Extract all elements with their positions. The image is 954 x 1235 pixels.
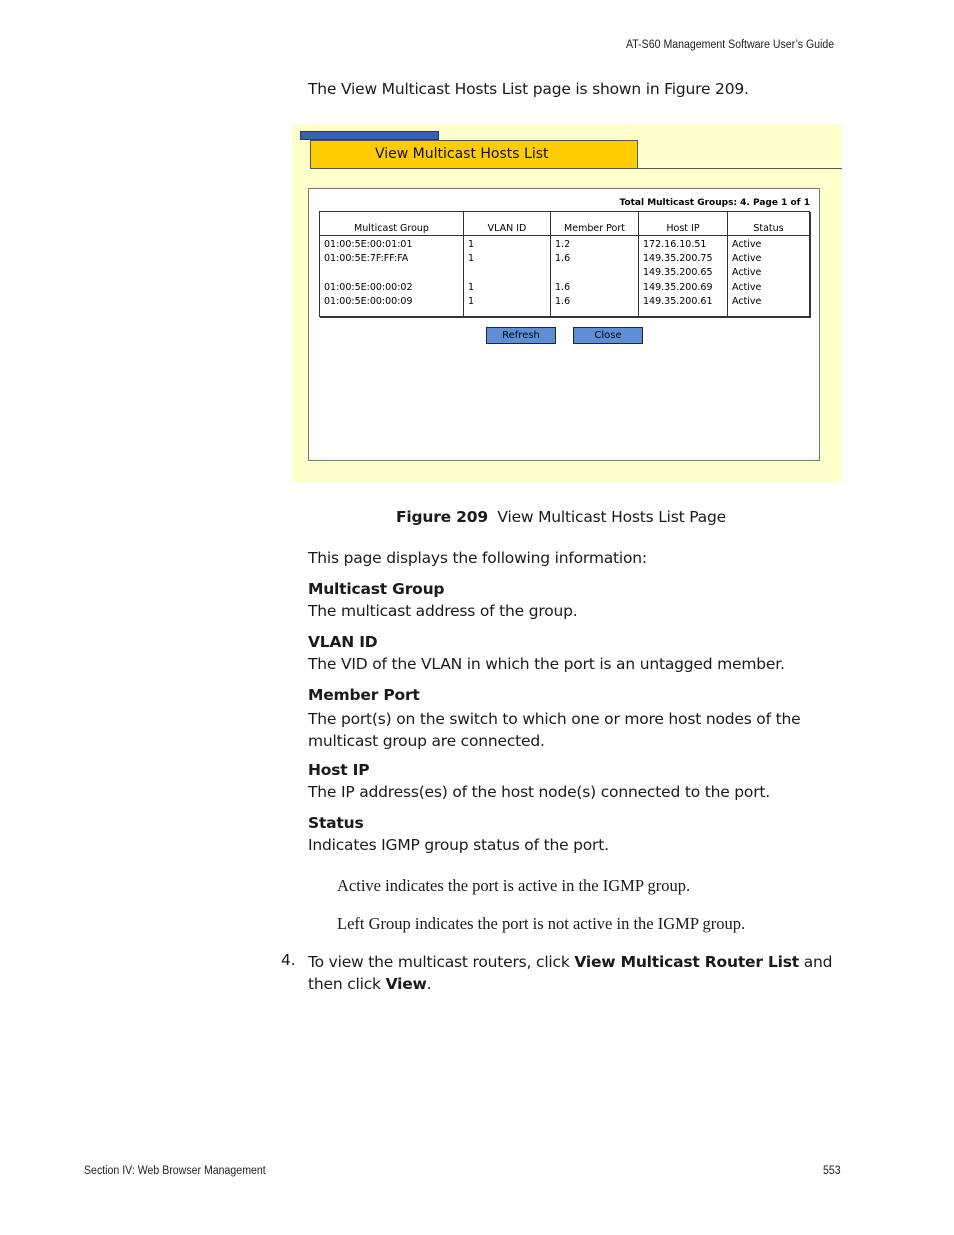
total-groups-summary: Total Multicast Groups: 4. Page 1 of 1 <box>619 198 810 208</box>
tab-strip <box>300 131 439 140</box>
step-text-before: To view the multicast routers, click <box>308 953 575 971</box>
close-button[interactable]: Close <box>573 327 643 344</box>
definition-desc: Indicates IGMP group status of the port. <box>308 836 609 854</box>
running-header: AT-S60 Management Software User’s Guide <box>626 39 835 51</box>
title-underline <box>638 168 842 169</box>
multicast-hosts-table <box>319 211 810 317</box>
screenshot-figure <box>292 124 842 482</box>
refresh-button[interactable]: Refresh <box>486 327 556 344</box>
column-header: Member Port <box>551 212 639 236</box>
definition-term: Member Port <box>308 686 420 704</box>
definition-term: Host IP <box>308 761 370 779</box>
definition-desc: The port(s) on the switch to which one or more host nodes of the multicast group are connected. <box>308 710 801 750</box>
status-note: Left Group indicates the port is not active in the IGMP group. <box>337 914 746 933</box>
definition-term: VLAN ID <box>308 633 378 651</box>
definition-term: Multicast Group <box>308 580 445 598</box>
status-note: Active indicates the port is active in the IGMP group. <box>337 876 691 895</box>
column-header: VLAN ID <box>464 212 551 236</box>
view-multicast-router-list-ref: View Multicast Router List <box>574 953 800 971</box>
step-text-after: . <box>426 975 432 993</box>
definition-desc: The VID of the VLAN in which the port is an untagged member. <box>308 655 785 673</box>
figure-number: Figure 209 <box>396 508 488 526</box>
page-number: 553 <box>823 1165 841 1177</box>
member-port-cell: 1.2 1.6 1.6 1.6 <box>551 236 639 317</box>
figure-caption <box>396 508 726 526</box>
vlan-id-cell: 1 1 1 1 <box>464 236 551 317</box>
definition-desc: The IP address(es) of the host node(s) connected to the port. <box>308 783 770 801</box>
host-ip-cell: 172.16.10.51 149.35.200.75 149.35.200.65 149.35.200.69 149.35.200.61 <box>639 236 728 317</box>
view-ref: View <box>385 975 427 993</box>
intro-text: The View Multicast Hosts List page is shown in Figure 209. <box>308 80 749 98</box>
table-header-row <box>320 212 810 236</box>
page-title-tab: View Multicast Hosts List <box>310 140 638 169</box>
figure-title: View Multicast Hosts List Page <box>497 508 726 526</box>
step-text <box>308 951 838 995</box>
column-header: Host IP <box>639 212 728 236</box>
definition-desc: The multicast address of the group. <box>308 602 578 620</box>
column-header: Multicast Group <box>320 212 464 236</box>
content-panel <box>308 188 820 461</box>
multicast-group-cell: 01:00:5E:00:01:01 01:00:5E:7F:FF:FA 01:00:5E:00:00:02 01:00:5E:00:00:09 <box>320 236 464 317</box>
status-cell: Active Active Active Active Active <box>732 239 762 307</box>
column-header: Status <box>728 212 810 236</box>
table-row <box>320 236 810 317</box>
step-number: 4. <box>281 951 296 969</box>
footer-section: Section IV: Web Browser Management <box>84 1165 266 1177</box>
definition-term: Status <box>308 814 364 832</box>
info-intro: This page displays the following information: <box>308 549 647 567</box>
step-text-mid: and then click <box>308 953 833 993</box>
